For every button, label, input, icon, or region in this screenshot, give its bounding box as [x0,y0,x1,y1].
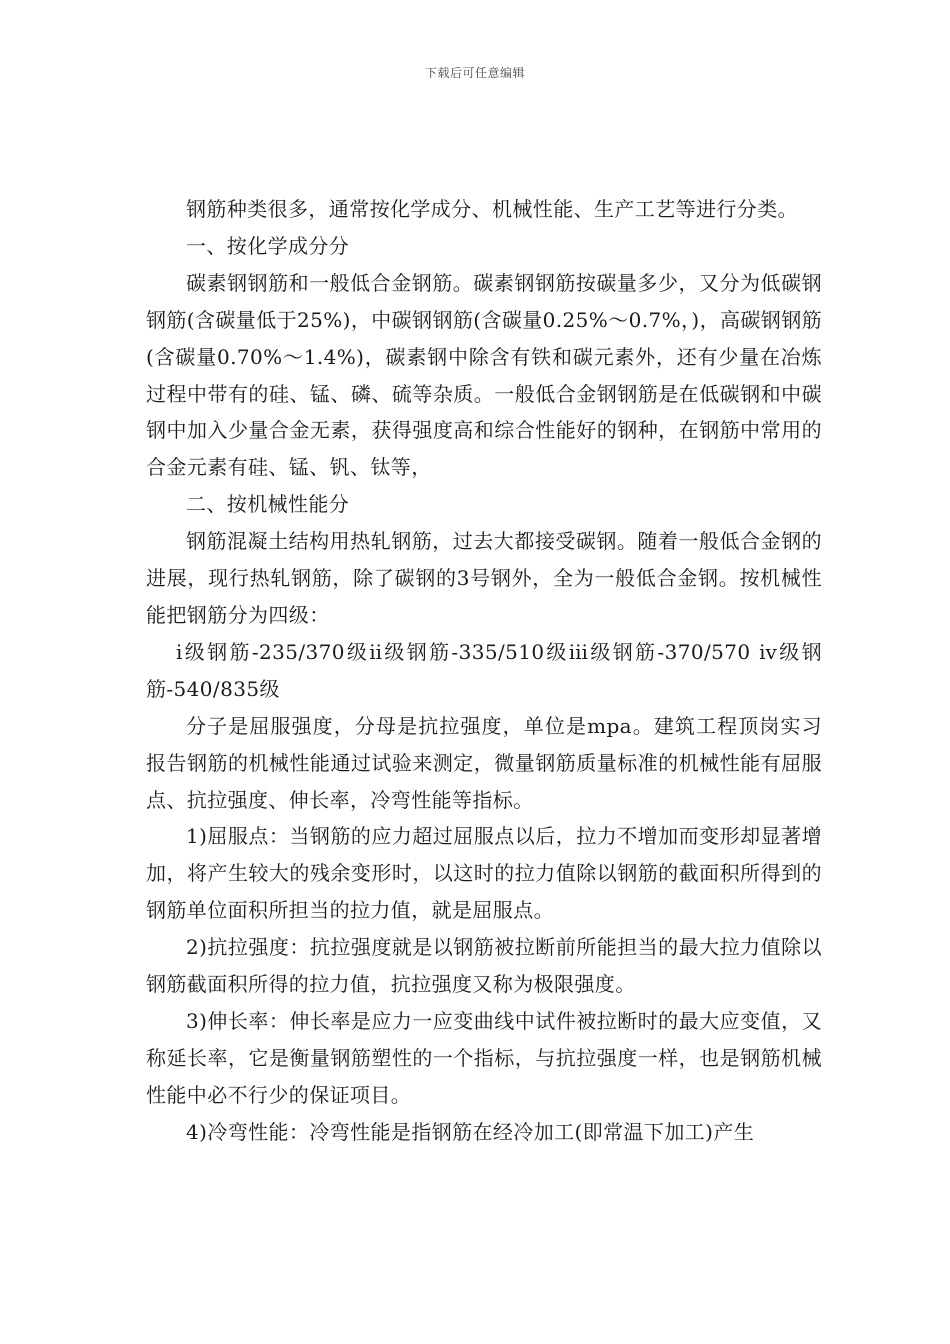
intro-paragraph: 钢筋种类很多，通常按化学成分、机械性能、生产工艺等进行分类。 [186,197,798,221]
tensile-strength-paragraph: 2)抗拉强度：抗拉强度就是以钢筋被拉断前所能担当的最大拉力值除以钢筋截面积所得的拉力值，抗拉强度又称为极限强度。 [146,935,822,997]
chemical-paragraph: 碳素钢钢筋和一般低合金钢筋。碳素钢钢筋按碳量多少，又分为低碳钢钢筋(含碳量低于25%)，中碳钢钢筋(含碳量0.25%～0.7%，)，高碳钢钢筋(含碳量0.70%～1.4%)，碳素钢中除含有铁和碳元素外，还有少量在冶炼过程中带有的硅、锰、磷、硫等杂质。一般低合金钢钢筋是在低碳钢和中碳钢中加入少量合金无素，获得强度高和综合性能好的钢种，在钢筋中常用的合金元素有硅、锰、钒、钛等， [146,270,823,480]
yield-point-paragraph: 1)屈服点：当钢筋的应力超过屈服点以后，拉力不增加而变形却显著增加，将产生较大的残余变形时，以这时的拉力值除以钢筋的截面积所得到的钢筋单位面积所担当的拉力值，就是屈服点。 [146,824,822,923]
cold-bend-paragraph: 4)冷弯性能：冷弯性能是指钢筋在经冷加工(即常温下加工)产生 [186,1119,755,1144]
mechanical-paragraph: 钢筋混凝土结构用热轧钢筋，过去大都接受碳钢。随着一般低合金钢的进展，现行热轧钢筋，除了碳钢的3号钢外，全为一般低合金钢。按机械性能把钢筋分为四级： [146,529,822,627]
grade-list-paragraph: ⅰ级钢筋-235/370级ⅱ级钢筋-335/510级ⅲ级钢筋-370/570 ⅳ级钢筋-540/835级 [146,639,822,701]
section-heading-chemical: 一、按化学成分分 [186,233,350,258]
document-body [146,191,822,1151]
elongation-paragraph: 3)伸长率：伸长率是应力一应变曲线中试件被拉断时的最大应变值，又称延长率，它是衡量钢筋塑性的一个指标，与抗拉强度一样，也是钢筋机械性能中必不行少的保证项目。 [146,1008,822,1107]
page-header-note: 下载后可任意编辑 [424,66,525,80]
section-heading-mechanical: 二、按机械性能分 [186,492,350,517]
strength-paragraph: 分子是屈服强度，分母是抗拉强度，单位是mpa。建筑工程顶岗实习报告钢筋的机械性能通过试验来测定，微量钢筋质量标准的机械性能有屈服点、抗拉强度、伸长率，冷弯性能等指标。 [146,713,822,812]
